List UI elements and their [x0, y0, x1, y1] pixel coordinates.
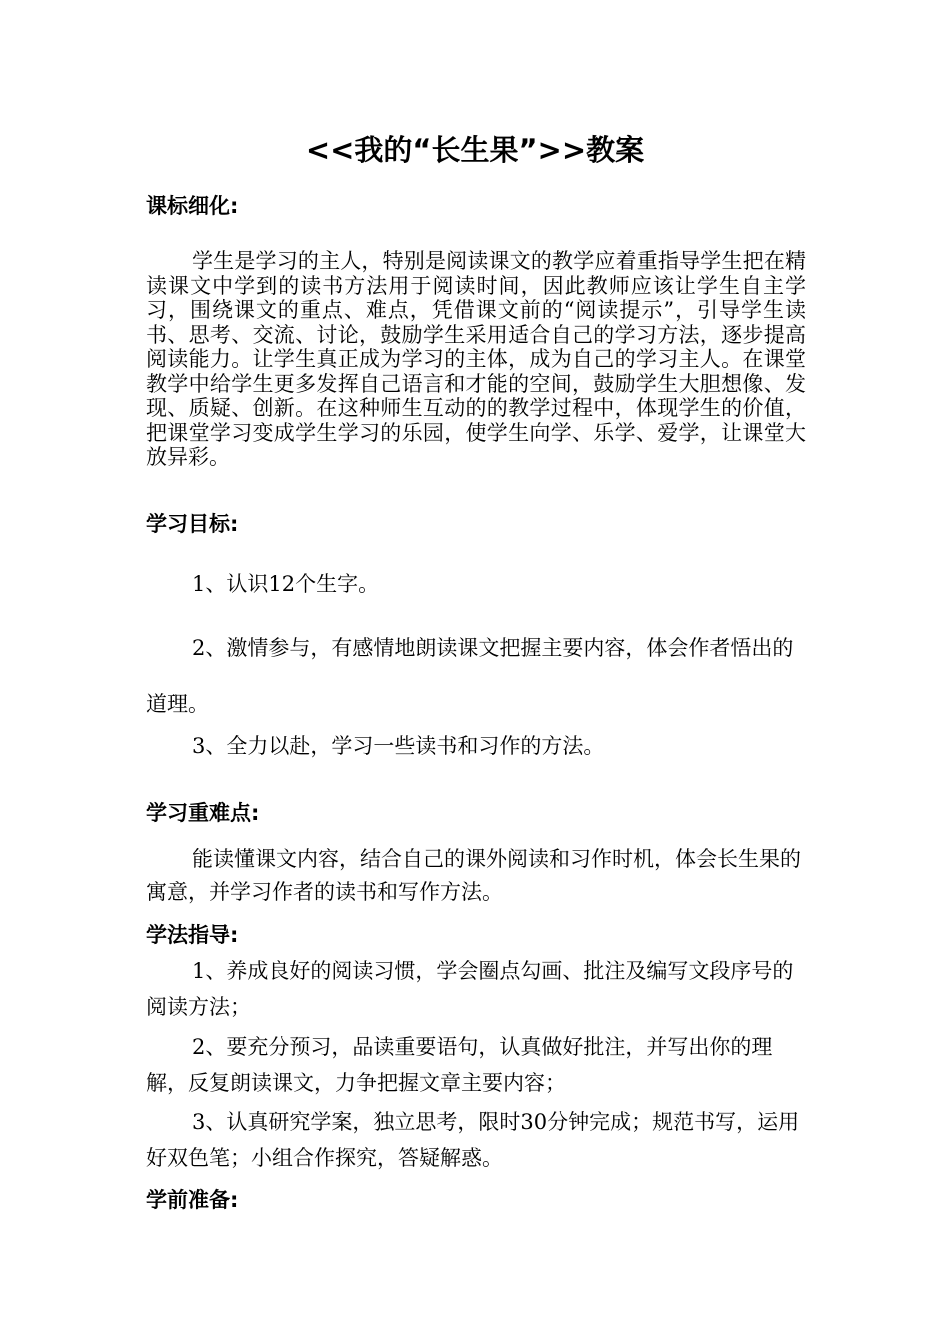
document-title: <<我的“长生果”>>教案: [305, 133, 645, 167]
method-item-1: 1、养成良好的阅读习惯，学会圈点勾画、批注及编写文段序号的阅读方法；: [146, 959, 794, 1019]
key-points-body: 能读懂课文内容，结合自己的课外阅读和习作时机，体会长生果的寓意，并学习作者的读书和写作方法。: [146, 847, 801, 904]
objective-item-1: 1、认识12个生字。: [192, 572, 380, 596]
key-points-heading: 学习重难点:: [146, 801, 260, 825]
objective-item-2: 2、激情参与，有感情地朗读课文把握主要内容，体会作者悟出的道理。: [146, 636, 794, 716]
standards-body: 学生是学习的主人，特别是阅读课文的教学应着重指导学生把在精读课文中学到的读书方法用于阅读时间，因此教师应该让学生自主学习，围绕课文的重点、难点，凭借课文前的“阅读提示”，引导学生读书、思考、交流、讨论，鼓励学生采用适合自己的学习方法，逐步提高阅读能力。让学生真正成为学习的主体，成为自己的学习主人。在课堂教学中给学生更多发挥自己语言和才能的空间，鼓励学生大胆想像、发现、质疑、创新。在这种师生互动的的教学过程中，体现学生的价值，把课堂学习变成学生学习的乐园，使学生向学、乐学、爱学，让课堂大放异彩。: [146, 249, 806, 469]
preparation-heading: 学前准备:: [146, 1188, 239, 1212]
standards-heading: 课标细化:: [146, 194, 239, 218]
objectives-heading: 学习目标:: [146, 512, 239, 536]
method-item-3: 3、认真研究学案，独立思考，限时30分钟完成；规范书写，运用好双色笔；小组合作探究，答疑解惑。: [146, 1110, 800, 1170]
method-item-2: 2、要充分预习，品读重要语句，认真做好批注，并写出你的理解，反复朗读课文，力争把握文章主要内容；: [146, 1035, 773, 1095]
method-heading: 学法指导:: [146, 923, 239, 947]
objective-item-3: 3、全力以赴，学习一些读书和习作的方法。: [192, 734, 605, 758]
